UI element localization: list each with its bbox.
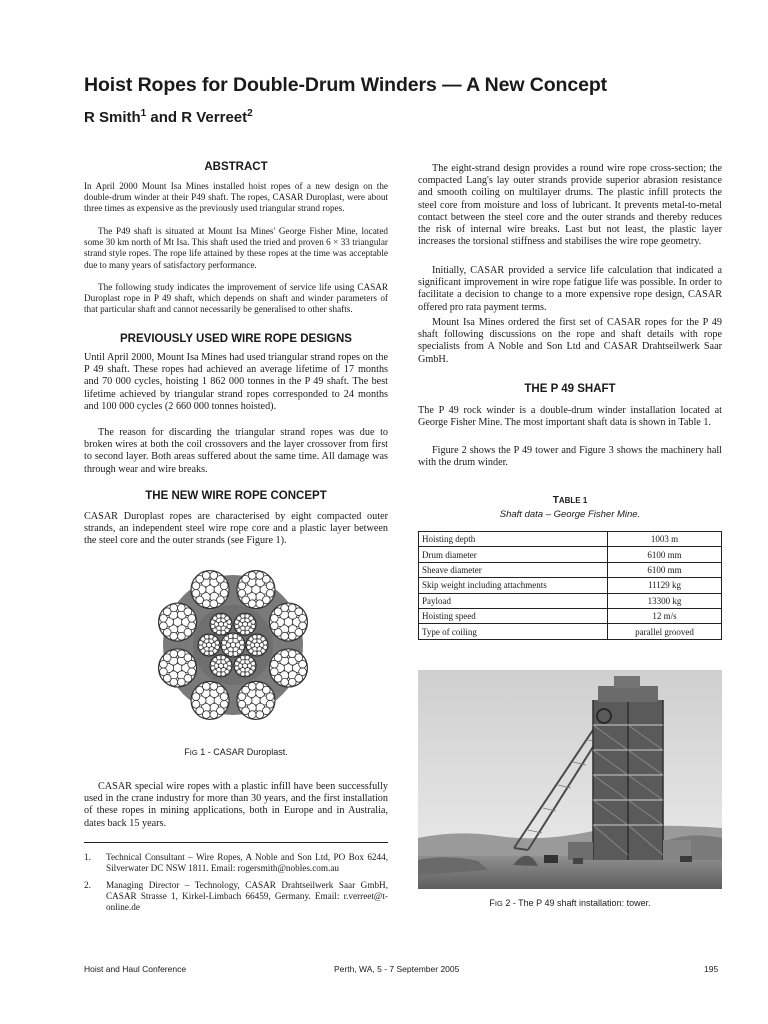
author-and: and (146, 109, 182, 126)
table-row (419, 547, 722, 562)
previous-designs-heading: PREVIOUSLY USED WIRE ROPE DESIGNS (120, 333, 352, 345)
footnote-1: 1. Technical Consultant – Wire Ropes, A Noble and Son Ltd, PO Box 6244, Silverwater DC NSW 1811. Email: rogersmith@nobles.com.au (84, 852, 388, 874)
table-value: 1003 m (608, 532, 722, 547)
new-concept-para-2: CASAR special wire ropes with a plastic infill have been successfully used in the crane industry for more than 30 years, and the first installation of these ropes in mining applications, both in Europe and in Australia, dates back 15 years. (84, 781, 388, 829)
footnote-rule (84, 842, 388, 843)
footer-location: Perth, WA, 5 - 7 September 2005 (334, 964, 460, 974)
abstract-para-1: In April 2000 Mount Isa Mines installed hoist ropes of a new design on the double-drum winder at their P49 shaft. The ropes, CASAR Duroplast, were about three times as expensive as the previously used triangular strand ropes. (84, 181, 388, 214)
new-concept-para-1: CASAR Duroplast ropes are characterised by eight compacted outer strands, an independent steel wire rope core and a plastic layer between the steel core and the outer strands (see Figure 1). (84, 511, 388, 547)
table-row (419, 624, 722, 639)
table-value: parallel grooved (608, 624, 722, 639)
table1-label: TABLE 1 (552, 495, 588, 506)
table-value: 13300 kg (608, 593, 722, 608)
table-param: Payload (419, 593, 608, 608)
authors (84, 108, 253, 126)
footer-page-number: 195 (704, 964, 719, 974)
table-param: Drum diameter (419, 547, 608, 562)
p49-para-2: Figure 2 shows the P 49 tower and Figure 3 shows the machinery hall with the drum winder. (418, 445, 722, 469)
table-param: Skip weight including attachments (419, 578, 608, 593)
new-concept-heading: THE NEW WIRE ROPE CONCEPT (145, 490, 327, 502)
paper-title: Hoist Ropes for Double-Drum Winders — A New Concept (84, 74, 608, 96)
abstract-heading: ABSTRACT (204, 161, 268, 173)
p49-para-1: The P 49 rock winder is a double-drum winder installation located at George Fisher Mine. The most important shaft data is shown in Table 1. (418, 405, 722, 429)
table-param: Sheave diameter (419, 562, 608, 577)
table-value: 11129 kg (608, 578, 722, 593)
author-2-affil: 2 (247, 108, 253, 119)
table-param: Type of coiling (419, 624, 608, 639)
table-row (419, 562, 722, 577)
right-para-3: Mount Isa Mines ordered the first set of CASAR ropes for the P 49 shaft following discussions on the rope and shaft details with rope specialists from A Noble and Son Ltd and CASAR Drahtseilwerk Saar GmbH. (418, 317, 722, 365)
fig1-caption: FIG 1 - CASAR Duroplast. (184, 747, 288, 757)
author-1-affil: 1 (140, 108, 147, 119)
table-row (419, 608, 722, 623)
table-row (419, 532, 722, 547)
table-value: 6100 mm (608, 562, 722, 577)
fig2-caption: FIG 2 - The P 49 shaft installation: tower. (489, 898, 651, 908)
headframe-tower-photo-icon (418, 670, 722, 889)
previous-para-1: Until April 2000, Mount Isa Mines had used triangular strand ropes on the P 49 shaft. These ropes had achieved an average lifetime of 17 months and 70 000 cycles, hoisting 1 862 000 tonnes in the P 49 shaft. The best lifetime achieved by triangular strand ropes corresponded to 24 months and 100 000 cycles (2 660 000 tonnes hoisted). (84, 352, 388, 412)
table-param: Hoisting speed (419, 608, 608, 623)
table-row (419, 593, 722, 608)
table1-subtitle: Shaft data – George Fisher Mine. (499, 509, 641, 520)
author-1: R Smith (84, 109, 141, 126)
abstract-para-3: The following study indicates the improvement of service life using CASAR Duroplast rope in P 49 shaft, which depends on shaft and winder parameters of that particular shaft and cannot necessarily be generalised to other shafts. (84, 282, 388, 315)
right-para-1: The eight-strand design provides a round wire rope cross-section; the compacted Lang's lay outer strands provide superior abrasion resistance and smooth coiling on multilayer drums. The plastic infill protects the steel core from moisture and loss of lubricant. It prevents metal-to-metal contact between the steel core and the outer strands and thereby reduces the risk of internal wire breaks. Last but not least, the plastic layer increases the torsional stiffness and stabilises the wire rope geometry. (418, 163, 722, 248)
author-2: R Verreet (181, 109, 248, 126)
wire-rope-cross-section-icon (135, 561, 331, 729)
table-row (419, 578, 722, 593)
abstract-para-2: The P49 shaft is situated at Mount Isa Mines' George Fisher Mine, located some 30 km north of Mt Isa. This shaft used the tried and proven 6 × 33 triangular strand style ropes. The rope life attained by these ropes at the time was acceptable due to many years of satisfactory performance. (84, 226, 388, 270)
p49-shaft-heading: THE P 49 SHAFT (524, 383, 616, 395)
previous-para-2: The reason for discarding the triangular strand ropes was due to broken wires at both the coil crossovers and the layer crossover from first to second layer. Both areas suffered about the same time. All damage was through wear and wire breaks. (84, 427, 388, 475)
shaft-data-table (418, 531, 722, 640)
footnote-2: 2. Managing Director – Technology, CASAR Drahtseilwerk Saar GmbH, CASAR Strasse 1, Kirkel-Limbach 66459, Germany. Email: r.verreet@t-online.de (84, 880, 388, 913)
table-param: Hoisting depth (419, 532, 608, 547)
table-value: 6100 mm (608, 547, 722, 562)
footer-conference: Hoist and Haul Conference (84, 964, 187, 974)
table-value: 12 m/s (608, 608, 722, 623)
right-para-2: Initially, CASAR provided a service life calculation that indicated a significant improvement in wire rope fatigue life was possible. In order to facilitate a decision to change to a more expensive rope design, CASAR offered pro rata payment terms. (418, 265, 722, 313)
